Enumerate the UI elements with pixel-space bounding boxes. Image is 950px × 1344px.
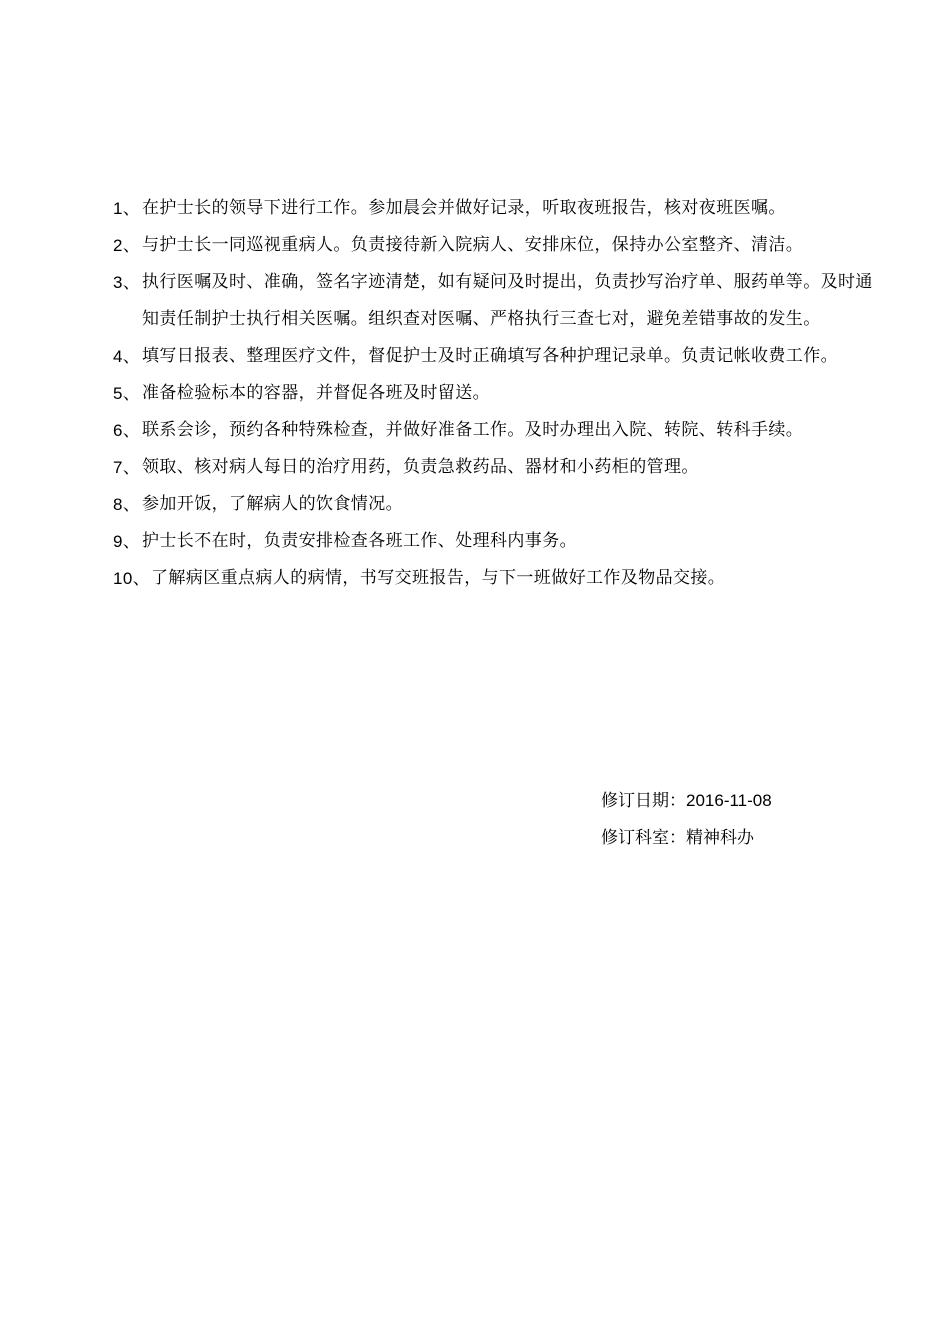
duty-text: 填写日报表、整理医疗文件，督促护士及时正确填写各种护理记录单。负责记帐收费工作。 — [142, 346, 838, 366]
duty-item-1 — [113, 190, 873, 227]
duty-number: 8、 — [113, 495, 141, 514]
revision-dept-value: 精神科办 — [686, 828, 754, 848]
duty-number: 4、 — [113, 347, 141, 366]
duty-item-9 — [113, 523, 873, 560]
revision-footer — [601, 782, 772, 857]
revision-date-label: 修订日期： — [601, 791, 686, 811]
duty-item-8 — [113, 486, 873, 523]
duty-item-2 — [113, 227, 873, 264]
duty-item-4 — [113, 338, 873, 375]
duty-item-6 — [113, 412, 873, 449]
duty-text: 执行医嘱及时、准确，签名字迹清楚，如有疑问及时提出，负责抄写治疗单、服药单等。及时通知责任制护士执行相关医嘱。组织查对医嘱、严格执行三查七对，避免差错事故的发生。 — [142, 272, 873, 329]
revision-date — [601, 782, 772, 820]
duty-number: 6、 — [113, 421, 141, 440]
duty-text: 与护士长一同巡视重病人。负责接待新入院病人、安排床位，保持办公室整齐、清洁。 — [142, 235, 804, 255]
duty-text: 联系会诊，预约各种特殊检查，并做好准备工作。及时办理出入院、转院、转科手续。 — [142, 420, 804, 440]
duty-number: 5、 — [113, 384, 141, 403]
duty-text: 在护士长的领导下进行工作。参加晨会并做好记录，听取夜班报告，核对夜班医嘱。 — [142, 198, 786, 218]
duty-text: 领取、核对病人每日的治疗用药，负责急救药品、器材和小药柜的管理。 — [142, 457, 699, 477]
revision-dept-label: 修订科室： — [601, 828, 686, 848]
revision-dept — [601, 820, 772, 857]
duty-text: 了解病区重点病人的病情，书写交班报告，与下一班做好工作及物品交接。 — [151, 568, 726, 588]
duty-item-3 — [113, 264, 873, 338]
duty-number: 3、 — [113, 273, 141, 292]
duty-item-10 — [113, 560, 873, 597]
duty-text: 护士长不在时，负责安排检查各班工作、处理科内事务。 — [142, 531, 577, 551]
duty-number: 1、 — [113, 199, 141, 218]
duty-list — [113, 190, 873, 597]
duty-number: 10、 — [113, 569, 151, 588]
duty-item-7 — [113, 449, 873, 486]
duty-text: 准备检验标本的容器，并督促各班及时留送。 — [142, 383, 490, 403]
duty-number: 7、 — [113, 458, 141, 477]
duty-text: 参加开饭，了解病人的饮食情况。 — [142, 494, 403, 514]
duty-item-5 — [113, 375, 873, 412]
revision-date-value: 2016-11-08 — [686, 791, 772, 810]
duty-number: 2、 — [113, 236, 141, 255]
duty-number: 9、 — [113, 532, 141, 551]
